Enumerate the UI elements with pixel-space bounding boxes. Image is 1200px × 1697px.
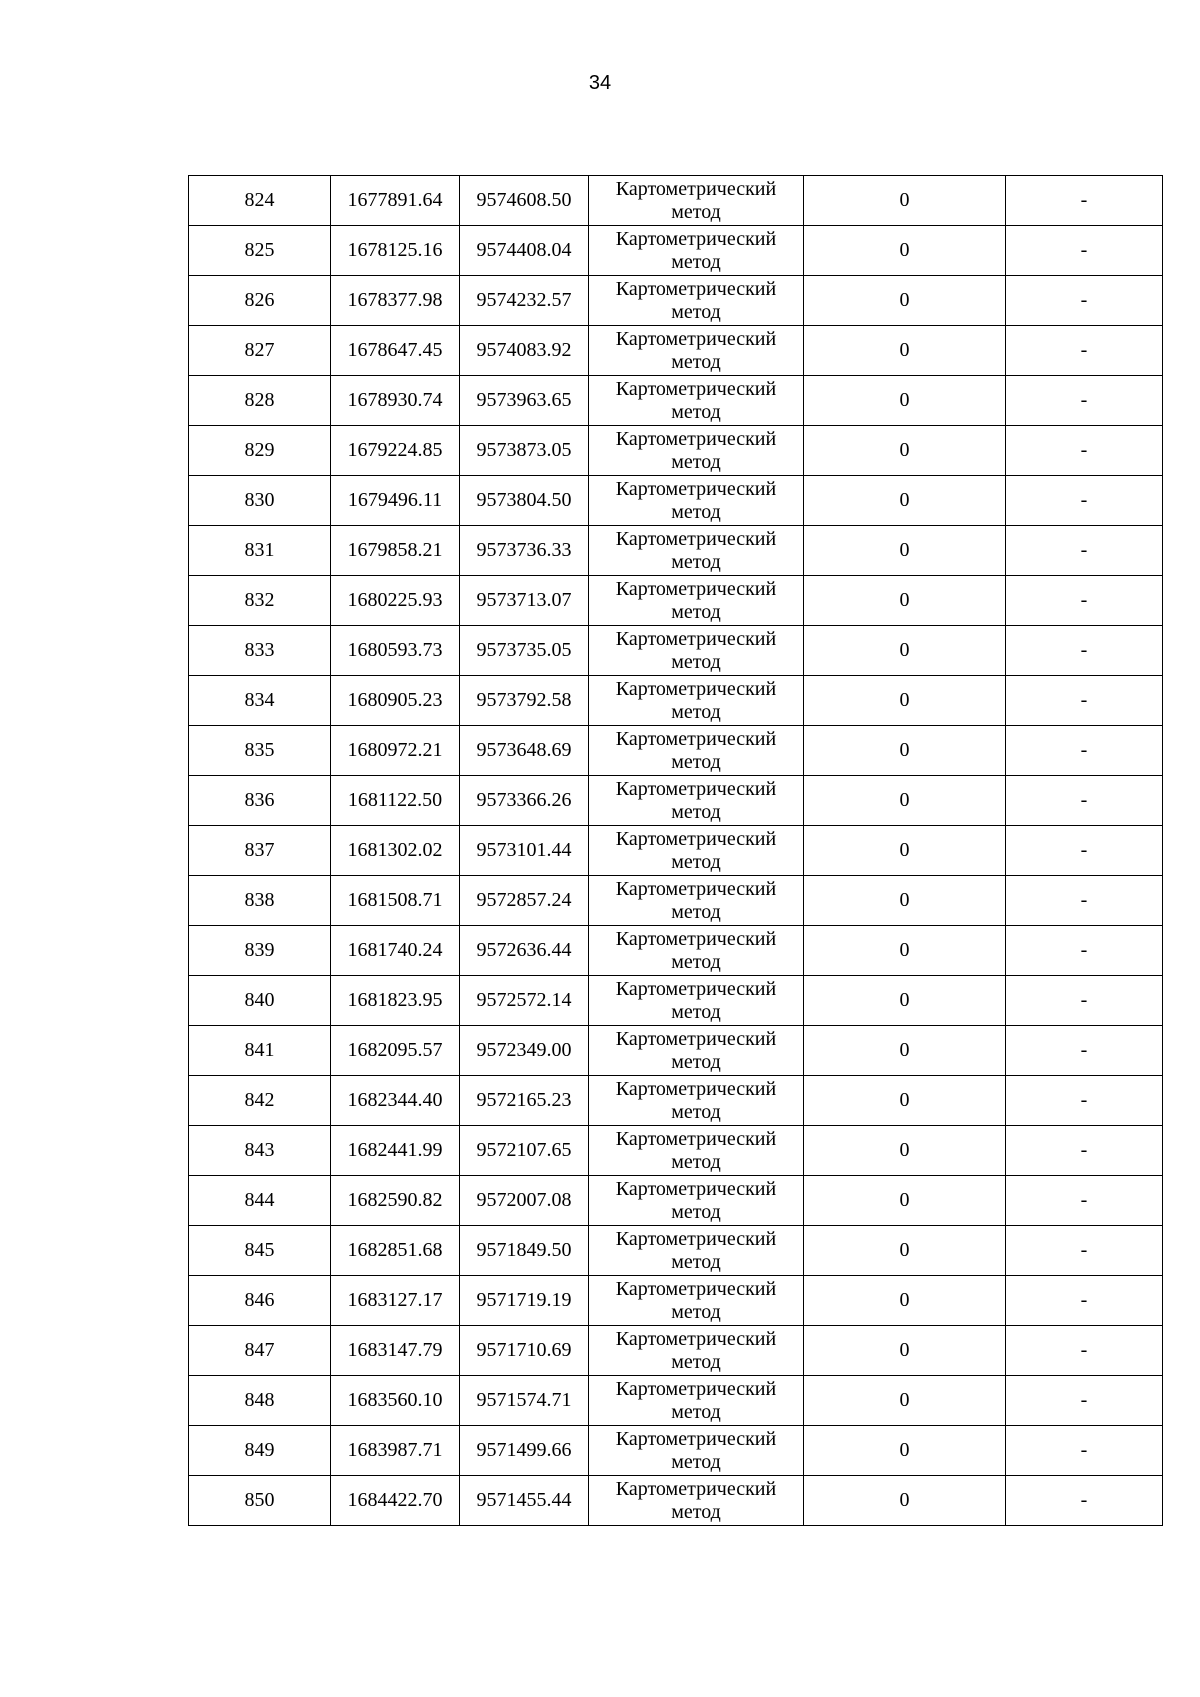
method-line-1: Картометрический xyxy=(615,1277,777,1300)
method-cell xyxy=(589,1276,804,1326)
x-coordinate-cell: 1684422.70 xyxy=(331,1476,460,1526)
method-cell xyxy=(589,576,804,626)
method-line-2: метод xyxy=(671,1400,721,1423)
table-row xyxy=(189,1426,1163,1476)
error-cell: 0 xyxy=(804,476,1006,526)
description-cell: - xyxy=(1006,626,1163,676)
method-line-2: метод xyxy=(671,700,721,723)
method-line-1: Картометрический xyxy=(615,377,777,400)
method-cell xyxy=(589,226,804,276)
y-coordinate-cell: 9573713.07 xyxy=(460,576,589,626)
method-line-1: Картометрический xyxy=(615,877,777,900)
method-line-1: Картометрический xyxy=(615,1327,777,1350)
table-row xyxy=(189,926,1163,976)
method-line-1: Картометрический xyxy=(615,527,777,550)
method-line-2: метод xyxy=(671,1000,721,1023)
method-line-2: метод xyxy=(671,800,721,823)
table-row xyxy=(189,1326,1163,1376)
table-row xyxy=(189,1076,1163,1126)
x-coordinate-cell: 1683987.71 xyxy=(331,1426,460,1476)
x-coordinate-cell: 1679496.11 xyxy=(331,476,460,526)
method-cell xyxy=(589,376,804,426)
method-line-1: Картометрический xyxy=(615,1377,777,1400)
coordinates-table-body xyxy=(189,176,1163,1526)
point-number-cell: 844 xyxy=(189,1176,331,1226)
description-cell: - xyxy=(1006,276,1163,326)
method-line-1: Картометрический xyxy=(615,227,777,250)
description-cell: - xyxy=(1006,1076,1163,1126)
table-row xyxy=(189,1476,1163,1526)
table-row xyxy=(189,1276,1163,1326)
y-coordinate-cell: 9572349.00 xyxy=(460,1026,589,1076)
y-coordinate-cell: 9571719.19 xyxy=(460,1276,589,1326)
y-coordinate-cell: 9571455.44 xyxy=(460,1476,589,1526)
method-cell xyxy=(589,1126,804,1176)
point-number-cell: 838 xyxy=(189,876,331,926)
error-cell: 0 xyxy=(804,1426,1006,1476)
error-cell: 0 xyxy=(804,576,1006,626)
error-cell: 0 xyxy=(804,776,1006,826)
y-coordinate-cell: 9572636.44 xyxy=(460,926,589,976)
method-cell xyxy=(589,926,804,976)
method-line-2: метод xyxy=(671,350,721,373)
error-cell: 0 xyxy=(804,176,1006,226)
x-coordinate-cell: 1680593.73 xyxy=(331,626,460,676)
point-number-cell: 840 xyxy=(189,976,331,1026)
page-number: 34 xyxy=(588,72,612,94)
error-cell: 0 xyxy=(804,1076,1006,1126)
description-cell: - xyxy=(1006,1126,1163,1176)
method-cell xyxy=(589,426,804,476)
method-line-1: Картометрический xyxy=(615,1027,777,1050)
method-line-1: Картометрический xyxy=(615,1477,777,1500)
method-cell xyxy=(589,626,804,676)
point-number-cell: 825 xyxy=(189,226,331,276)
description-cell: - xyxy=(1006,426,1163,476)
point-number-cell: 850 xyxy=(189,1476,331,1526)
description-cell: - xyxy=(1006,1376,1163,1426)
description-cell: - xyxy=(1006,526,1163,576)
y-coordinate-cell: 9571574.71 xyxy=(460,1376,589,1426)
x-coordinate-cell: 1682851.68 xyxy=(331,1226,460,1276)
point-number-cell: 830 xyxy=(189,476,331,526)
point-number-cell: 826 xyxy=(189,276,331,326)
method-line-2: метод xyxy=(671,1500,721,1523)
table-row xyxy=(189,226,1163,276)
error-cell: 0 xyxy=(804,726,1006,776)
table-row xyxy=(189,426,1163,476)
y-coordinate-cell: 9574608.50 xyxy=(460,176,589,226)
error-cell: 0 xyxy=(804,426,1006,476)
table-row xyxy=(189,376,1163,426)
error-cell: 0 xyxy=(804,226,1006,276)
table-row xyxy=(189,326,1163,376)
point-number-cell: 846 xyxy=(189,1276,331,1326)
method-line-2: метод xyxy=(671,300,721,323)
point-number-cell: 847 xyxy=(189,1326,331,1376)
method-line-1: Картометрический xyxy=(615,1127,777,1150)
table-row xyxy=(189,1376,1163,1426)
point-number-cell: 835 xyxy=(189,726,331,776)
description-cell: - xyxy=(1006,776,1163,826)
description-cell: - xyxy=(1006,1426,1163,1476)
method-cell xyxy=(589,176,804,226)
description-cell: - xyxy=(1006,876,1163,926)
table-row xyxy=(189,526,1163,576)
method-line-1: Картометрический xyxy=(615,327,777,350)
method-line-2: метод xyxy=(671,1050,721,1073)
point-number-cell: 827 xyxy=(189,326,331,376)
method-cell xyxy=(589,1376,804,1426)
y-coordinate-cell: 9573873.05 xyxy=(460,426,589,476)
y-coordinate-cell: 9571849.50 xyxy=(460,1226,589,1276)
method-line-1: Картометрический xyxy=(615,1077,777,1100)
y-coordinate-cell: 9571710.69 xyxy=(460,1326,589,1376)
method-line-2: метод xyxy=(671,500,721,523)
point-number-cell: 836 xyxy=(189,776,331,826)
method-line-2: метод xyxy=(671,200,721,223)
method-line-1: Картометрический xyxy=(615,477,777,500)
description-cell: - xyxy=(1006,676,1163,726)
method-cell xyxy=(589,726,804,776)
method-line-1: Картометрический xyxy=(615,627,777,650)
description-cell: - xyxy=(1006,1276,1163,1326)
table-row xyxy=(189,676,1163,726)
x-coordinate-cell: 1682344.40 xyxy=(331,1076,460,1126)
error-cell: 0 xyxy=(804,376,1006,426)
description-cell: - xyxy=(1006,976,1163,1026)
description-cell: - xyxy=(1006,376,1163,426)
y-coordinate-cell: 9573648.69 xyxy=(460,726,589,776)
description-cell: - xyxy=(1006,576,1163,626)
method-line-1: Картометрический xyxy=(615,177,777,200)
x-coordinate-cell: 1682095.57 xyxy=(331,1026,460,1076)
y-coordinate-cell: 9572107.65 xyxy=(460,1126,589,1176)
error-cell: 0 xyxy=(804,676,1006,726)
method-line-1: Картометрический xyxy=(615,727,777,750)
method-line-2: метод xyxy=(671,850,721,873)
description-cell: - xyxy=(1006,326,1163,376)
x-coordinate-cell: 1678647.45 xyxy=(331,326,460,376)
method-cell xyxy=(589,1076,804,1126)
description-cell: - xyxy=(1006,1226,1163,1276)
method-line-1: Картометрический xyxy=(615,1227,777,1250)
x-coordinate-cell: 1682590.82 xyxy=(331,1176,460,1226)
y-coordinate-cell: 9572007.08 xyxy=(460,1176,589,1226)
y-coordinate-cell: 9572572.14 xyxy=(460,976,589,1026)
description-cell: - xyxy=(1006,226,1163,276)
x-coordinate-cell: 1683147.79 xyxy=(331,1326,460,1376)
method-line-2: метод xyxy=(671,1350,721,1373)
error-cell: 0 xyxy=(804,876,1006,926)
y-coordinate-cell: 9573366.26 xyxy=(460,776,589,826)
error-cell: 0 xyxy=(804,1476,1006,1526)
error-cell: 0 xyxy=(804,1026,1006,1076)
table-row xyxy=(189,976,1163,1026)
y-coordinate-cell: 9574408.04 xyxy=(460,226,589,276)
error-cell: 0 xyxy=(804,1376,1006,1426)
method-line-2: метод xyxy=(671,1250,721,1273)
error-cell: 0 xyxy=(804,526,1006,576)
method-line-1: Картометрический xyxy=(615,577,777,600)
x-coordinate-cell: 1677891.64 xyxy=(331,176,460,226)
error-cell: 0 xyxy=(804,1126,1006,1176)
point-number-cell: 833 xyxy=(189,626,331,676)
table-row xyxy=(189,1026,1163,1076)
table-row xyxy=(189,876,1163,926)
x-coordinate-cell: 1682441.99 xyxy=(331,1126,460,1176)
point-number-cell: 828 xyxy=(189,376,331,426)
method-cell xyxy=(589,1026,804,1076)
x-coordinate-cell: 1679858.21 xyxy=(331,526,460,576)
method-cell xyxy=(589,476,804,526)
method-line-2: метод xyxy=(671,900,721,923)
method-cell xyxy=(589,1226,804,1276)
y-coordinate-cell: 9573101.44 xyxy=(460,826,589,876)
table-row xyxy=(189,1176,1163,1226)
method-cell xyxy=(589,1426,804,1476)
error-cell: 0 xyxy=(804,1176,1006,1226)
method-line-1: Картометрический xyxy=(615,1177,777,1200)
y-coordinate-cell: 9573792.58 xyxy=(460,676,589,726)
point-number-cell: 848 xyxy=(189,1376,331,1426)
x-coordinate-cell: 1678125.16 xyxy=(331,226,460,276)
method-cell xyxy=(589,676,804,726)
table-row xyxy=(189,626,1163,676)
x-coordinate-cell: 1680972.21 xyxy=(331,726,460,776)
method-line-1: Картометрический xyxy=(615,277,777,300)
description-cell: - xyxy=(1006,926,1163,976)
method-line-2: метод xyxy=(671,1450,721,1473)
error-cell: 0 xyxy=(804,326,1006,376)
x-coordinate-cell: 1681122.50 xyxy=(331,776,460,826)
method-line-2: метод xyxy=(671,600,721,623)
method-cell xyxy=(589,976,804,1026)
x-coordinate-cell: 1679224.85 xyxy=(331,426,460,476)
description-cell: - xyxy=(1006,1476,1163,1526)
y-coordinate-cell: 9574083.92 xyxy=(460,326,589,376)
y-coordinate-cell: 9573735.05 xyxy=(460,626,589,676)
method-line-1: Картометрический xyxy=(615,927,777,950)
y-coordinate-cell: 9573736.33 xyxy=(460,526,589,576)
description-cell: - xyxy=(1006,176,1163,226)
error-cell: 0 xyxy=(804,1276,1006,1326)
method-line-2: метод xyxy=(671,550,721,573)
method-cell xyxy=(589,1176,804,1226)
method-line-2: метод xyxy=(671,650,721,673)
error-cell: 0 xyxy=(804,976,1006,1026)
y-coordinate-cell: 9573963.65 xyxy=(460,376,589,426)
point-number-cell: 832 xyxy=(189,576,331,626)
method-cell xyxy=(589,326,804,376)
table-row xyxy=(189,576,1163,626)
method-line-2: метод xyxy=(671,950,721,973)
method-line-2: метод xyxy=(671,1300,721,1323)
method-line-2: метод xyxy=(671,1200,721,1223)
point-number-cell: 841 xyxy=(189,1026,331,1076)
point-number-cell: 845 xyxy=(189,1226,331,1276)
method-line-1: Картометрический xyxy=(615,427,777,450)
table-row xyxy=(189,476,1163,526)
method-cell xyxy=(589,826,804,876)
point-number-cell: 839 xyxy=(189,926,331,976)
table-row xyxy=(189,1226,1163,1276)
method-line-2: метод xyxy=(671,750,721,773)
description-cell: - xyxy=(1006,476,1163,526)
table-row xyxy=(189,826,1163,876)
method-line-2: метод xyxy=(671,250,721,273)
point-number-cell: 829 xyxy=(189,426,331,476)
table-row xyxy=(189,726,1163,776)
description-cell: - xyxy=(1006,826,1163,876)
method-line-2: метод xyxy=(671,450,721,473)
y-coordinate-cell: 9572165.23 xyxy=(460,1076,589,1126)
x-coordinate-cell: 1681823.95 xyxy=(331,976,460,1026)
x-coordinate-cell: 1681740.24 xyxy=(331,926,460,976)
x-coordinate-cell: 1683127.17 xyxy=(331,1276,460,1326)
table-row xyxy=(189,1126,1163,1176)
point-number-cell: 834 xyxy=(189,676,331,726)
x-coordinate-cell: 1678377.98 xyxy=(331,276,460,326)
error-cell: 0 xyxy=(804,276,1006,326)
coordinates-table xyxy=(188,175,1163,1526)
table-row xyxy=(189,776,1163,826)
method-cell xyxy=(589,876,804,926)
method-line-2: метод xyxy=(671,1150,721,1173)
point-number-cell: 849 xyxy=(189,1426,331,1476)
error-cell: 0 xyxy=(804,826,1006,876)
method-line-2: метод xyxy=(671,400,721,423)
method-cell xyxy=(589,1476,804,1526)
method-line-1: Картометрический xyxy=(615,977,777,1000)
y-coordinate-cell: 9571499.66 xyxy=(460,1426,589,1476)
x-coordinate-cell: 1680225.93 xyxy=(331,576,460,626)
method-cell xyxy=(589,526,804,576)
table-row xyxy=(189,276,1163,326)
description-cell: - xyxy=(1006,1026,1163,1076)
method-line-1: Картометрический xyxy=(615,827,777,850)
description-cell: - xyxy=(1006,1176,1163,1226)
y-coordinate-cell: 9572857.24 xyxy=(460,876,589,926)
method-line-2: метод xyxy=(671,1100,721,1123)
point-number-cell: 842 xyxy=(189,1076,331,1126)
point-number-cell: 837 xyxy=(189,826,331,876)
method-line-1: Картометрический xyxy=(615,1427,777,1450)
point-number-cell: 824 xyxy=(189,176,331,226)
method-cell xyxy=(589,1326,804,1376)
error-cell: 0 xyxy=(804,1226,1006,1276)
error-cell: 0 xyxy=(804,926,1006,976)
point-number-cell: 831 xyxy=(189,526,331,576)
x-coordinate-cell: 1680905.23 xyxy=(331,676,460,726)
error-cell: 0 xyxy=(804,1326,1006,1376)
method-line-1: Картометрический xyxy=(615,677,777,700)
x-coordinate-cell: 1681302.02 xyxy=(331,826,460,876)
description-cell: - xyxy=(1006,1326,1163,1376)
y-coordinate-cell: 9573804.50 xyxy=(460,476,589,526)
x-coordinate-cell: 1678930.74 xyxy=(331,376,460,426)
method-cell xyxy=(589,776,804,826)
description-cell: - xyxy=(1006,726,1163,776)
table-row xyxy=(189,176,1163,226)
x-coordinate-cell: 1683560.10 xyxy=(331,1376,460,1426)
error-cell: 0 xyxy=(804,626,1006,676)
method-cell xyxy=(589,276,804,326)
point-number-cell: 843 xyxy=(189,1126,331,1176)
x-coordinate-cell: 1681508.71 xyxy=(331,876,460,926)
method-line-1: Картометрический xyxy=(615,777,777,800)
y-coordinate-cell: 9574232.57 xyxy=(460,276,589,326)
